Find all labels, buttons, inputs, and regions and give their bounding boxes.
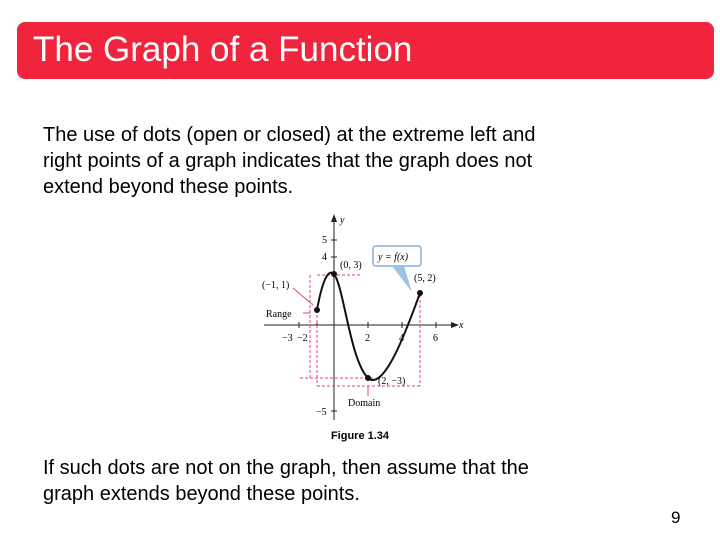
x-tick-label: 2	[365, 333, 370, 344]
point-label-top: (0, 3)	[340, 260, 362, 271]
domain-label: Domain	[348, 398, 381, 409]
paragraph-line: The use of dots (open or closed) at the extreme left and	[43, 124, 536, 146]
paragraph-assumption	[43, 455, 683, 507]
range-label: Range	[266, 309, 292, 320]
point-label-left: (−1, 1)	[262, 280, 290, 291]
closed-dot-bottom	[365, 375, 371, 381]
function-graph-figure	[255, 212, 485, 427]
slide-title: The Graph of a Function	[33, 30, 413, 69]
paragraph-line: extend beyond these points.	[43, 176, 294, 198]
closed-dot-left	[314, 307, 320, 313]
title-bar	[17, 22, 714, 79]
figure-caption: Figure 1.34	[330, 430, 390, 442]
closed-dot-top	[331, 271, 337, 277]
y-tick-label: 4	[322, 252, 327, 263]
x-axis-label: x	[459, 320, 464, 331]
paragraph-line: right points of a graph indicates that the graph does not	[43, 150, 533, 172]
page-number: 9	[671, 508, 681, 527]
y-tick-label: 5	[322, 235, 327, 246]
y-tick-label: −5	[316, 407, 327, 418]
closed-dot-right	[417, 290, 423, 296]
paragraph-dots	[43, 122, 683, 200]
x-axis-arrow	[451, 322, 459, 328]
paragraph-line: graph extends beyond these points.	[43, 483, 360, 505]
paragraph-line: If such dots are not on the graph, then assume that the	[43, 457, 529, 479]
function-label: y = f(x)	[378, 252, 409, 263]
x-tick-label: 4	[399, 333, 404, 344]
x-tick-label: 6	[433, 333, 438, 344]
y-axis-label: y	[340, 215, 345, 226]
y-axis-arrow	[331, 214, 337, 222]
x-tick-label: −2	[297, 333, 308, 344]
function-label-tail	[392, 266, 412, 292]
x-tick-label: −3	[282, 333, 293, 344]
point-label-bottom: (2, −3)	[378, 376, 406, 387]
point-label-right: (5, 2)	[414, 273, 436, 284]
